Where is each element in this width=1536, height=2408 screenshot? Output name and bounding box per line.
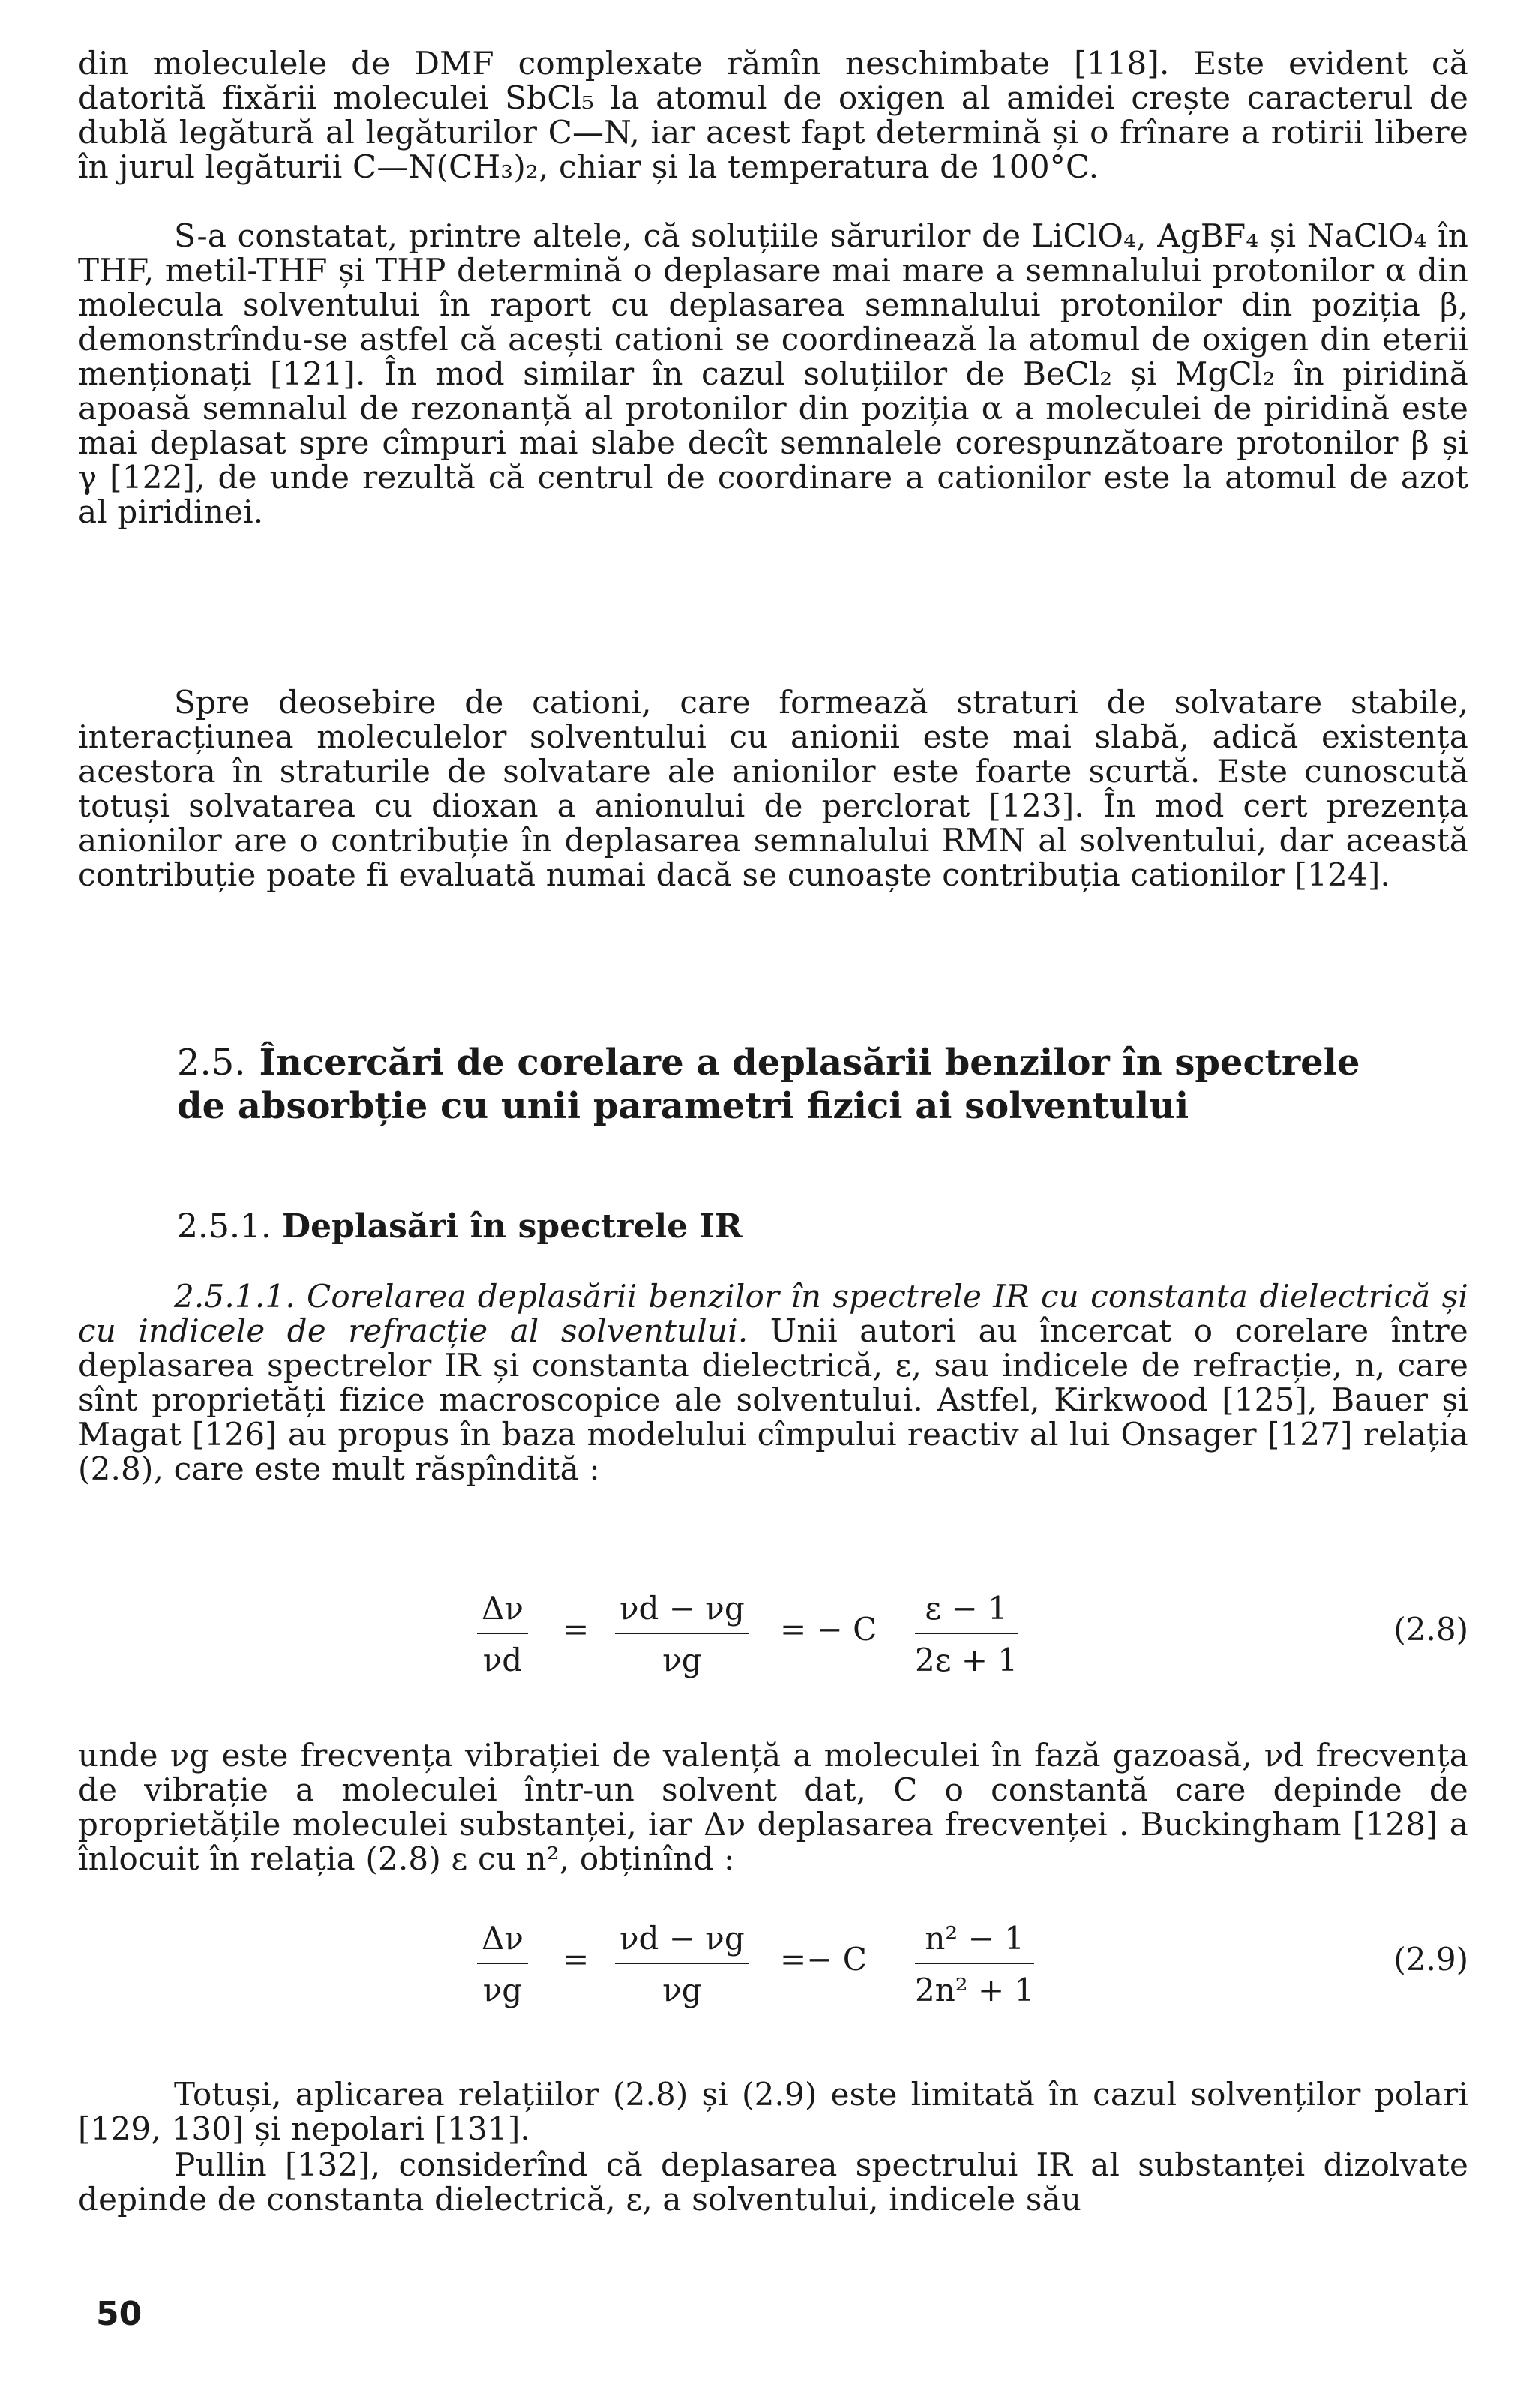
paragraph-4 xyxy=(78,1279,1468,1486)
eq1-fraction-1 xyxy=(477,1590,528,1678)
paragraph-4-body: Unii autori au încercat o corelare între deplasarea spectrelor IR și constanta dielectrică, ε, sau indicele de refracție, n, care sînt proprietăți fizice macroscopice ale solventului. Astfel, Kirkwood [125], Bauer și Magat [126] au propus în baza modelului cîmpului reactiv al lui Onsager [127] relația (2.8), care este mult răspîndită : xyxy=(78,1312,1468,1487)
eq2-denominator-1: νg xyxy=(482,1972,523,2008)
paragraph-1: din moleculele de DMF complexate rămîn neschimbate [118]. Este evident că datorită fixării moleculei SbCl₅ la atomul de oxigen al amidei crește caracterul de dublă legătură al legăturilor C—N, iar acest fapt determină și o frînare a rotirii libere în jurul legăturii C—N(CH₃)₂, chiar și la temperatura de 100°C. xyxy=(78,45,1468,185)
eq2-numerator-3: n² − 1 xyxy=(915,1920,1034,1964)
eq2-numerator-2: νd − νg xyxy=(615,1920,749,1964)
eq1-denominator-1: νd xyxy=(482,1642,523,1678)
eq2-denominator-3: 2n² + 1 xyxy=(915,1972,1035,2008)
eq2-denominator-2: νg xyxy=(662,1972,702,2008)
section-number: 2.5. xyxy=(177,1042,246,1084)
subsection-title: Deplasări în spectrele IR xyxy=(281,1207,742,1246)
section-title-line-2: de absorbție cu unii parametri fizici ai solventului xyxy=(177,1085,1190,1127)
eq2-equals: = xyxy=(562,1941,590,1978)
subsection-heading xyxy=(177,1207,742,1246)
eq1-denominator-3: 2ε + 1 xyxy=(915,1642,1018,1678)
paragraph-6: Totuși, aplicarea relațiilor (2.8) și (2.9) este limitată în cazul solvenților polari [129, 130] și nepolari [131]. xyxy=(78,2076,1468,2147)
paragraph-2: S-a constatat, printre altele, că soluțiile sărurilor de LiClO₄, AgBF₄ și NaClO₄ în THF, metil-THF și THP determină o deplasare mai mare a semnalului protonilor α din molecula solventului în raport cu deplasarea semnalului protonilor din poziția β, demonstrîndu-se astfel că acești cationi se coordinează la atomul de oxigen din eterii menționați [121]. În mod similar în cazul soluțiilor de BeCl₂ și MgCl₂ în piridină apoasă semnalul de rezonanță al protonilor din poziția α a moleculei de piridină este mai deplasat spre cîmpuri mai slabe decît semnalele corespunzătoare protonilor β și γ [122], de unde rezultă că centrul de coordinare a cationilor este la atomul de azot al piridinei. xyxy=(78,217,1468,530)
section-title-line-1: Încercări de corelare a deplasării benzilor în spectrele xyxy=(259,1042,1360,1084)
equation-2-8 xyxy=(450,1590,1468,1695)
eq1-fraction-3 xyxy=(915,1590,1018,1678)
paragraph-5: unde νg este frecvența vibrației de valență a moleculei în fază gazoasă, νd frecvența de vibrație a moleculei într-un solvent dat, C o constantă care depinde de proprietățile moleculei substanței, iar Δν deplasarea frecvenței . Buckingham [128] a înlocuit în relația (2.8) ε cu n², obținînd : xyxy=(78,1737,1468,1877)
paragraph-7: Pullin [132], considerînd că deplasarea spectrului IR al substanței dizolvate depinde de constanta dielectrică, ε, a solventului, indicele său xyxy=(78,2146,1468,2218)
eq2-fraction-3 xyxy=(915,1920,1034,2008)
page-number: 50 xyxy=(96,2295,142,2333)
eq1-denominator-2: νg xyxy=(662,1642,702,1678)
eq1-equals: = xyxy=(562,1611,590,1648)
eq2-fraction-1 xyxy=(477,1920,528,2008)
section-heading-line-1 xyxy=(177,1041,1452,1084)
eq1-minus-c: = − C xyxy=(780,1611,878,1648)
eq2-fraction-2 xyxy=(615,1920,749,2008)
paragraph-3: Spre deosebire de cationi, care formează straturi de solvatare stabile, interacțiunea moleculelor solventului cu anionii este mai slabă, adică existența acestora în straturile de solvatare ale anionilor este foarte scurtă. Este cunoscută totuși solvatarea cu dioxan a anionului de perclorat [123]. În mod cert prezența anionilor are o contribuție în deplasarea semnalului RMN al solventului, dar această contribuție poate fi evaluată numai dacă se cunoaște contribuția cationilor [124]. xyxy=(78,684,1468,893)
equation-number-2-9: (2.9) xyxy=(1394,1941,1468,1978)
equation-2-9 xyxy=(450,1920,1468,2025)
eq1-numerator-1: Δν xyxy=(477,1590,528,1634)
subsubsection-title: 2.5.1.1. Corelarea deplasării benzilor în spectrele IR cu constanta dielectrică și cu indicele de refracție al solventului. xyxy=(78,1278,1468,1349)
section-heading xyxy=(177,1041,1452,1128)
equation-number-2-8: (2.8) xyxy=(1394,1611,1468,1648)
eq1-numerator-3: ε − 1 xyxy=(915,1590,1018,1634)
eq1-fraction-2 xyxy=(615,1590,749,1678)
eq1-numerator-2: νd − νg xyxy=(615,1590,749,1634)
eq2-minus-c: =− C xyxy=(780,1941,867,1978)
subsection-number: 2.5.1. xyxy=(177,1207,272,1246)
eq2-numerator-1: Δν xyxy=(477,1920,528,1964)
